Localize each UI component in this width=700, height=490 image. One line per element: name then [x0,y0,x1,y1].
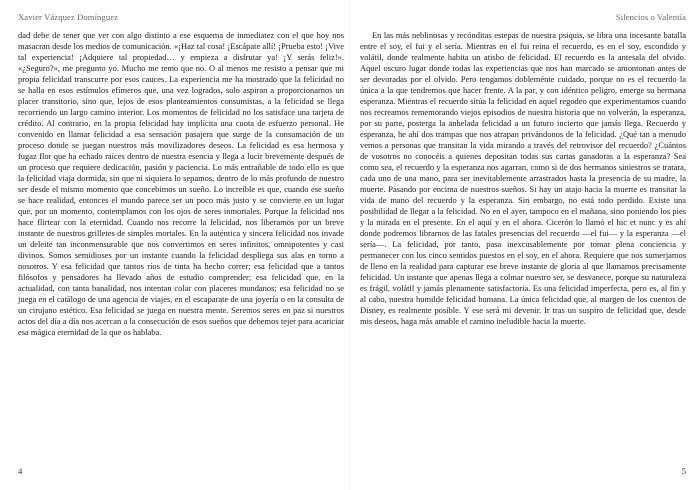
paragraph: dad debe de tener que ver con algo distinto a ese esquema de inmediatez con el que hoy nos masacran desde los medios de comunicación. «¡Haz tal cosa! ¡Escápate allí! ¡Prueba esto! ¡Vive tal experiencia! ¡Adquiere tal propiedad… y empieza a disfrutar ya! ¡Y serás feliz!». «¿Seguro?», me pregunto yo. Mucho me temo que no. O al menos me resisto a pensar que mi propia felicidad transcurre por esos cauces. La experiencia me ha mostrado que la felicidad no se halla en esos estímulos efímeros que, una vez logrados, solo aspiran a proporcionarnos un placer transitorio, sino que, lejos de esos planteamientos consumistas, a la felicidad se llega recorriendo un largo camino interior. Los momentos de felicidad no los satisface una tarjeta de crédito. Al contrario, en la propia felicidad hay implícita una cuota de esfuerzo personal. He convenido en llamar felicidad a esa sensación pasajera que surge de la consumación de un proceso donde se juegan nuestros más movilizadores deseos. La felicidad es esa hermosa y fugaz flor que ha echado raíces dentro de nuestra esencia y llega a lucir brevemente después de un proceso que requiere dedicación, pasión y paciencia. Lo más entrañable de todo ello es que la felicidad viaja dormida, sin que ni siquiera lo sepamos, dentro de lo más profundo de nuestro ser desde el mismo momento que concebimos un sueño. Lo increíble es que, cuando ese sueño se hace realidad, entonces el mundo parece ser un poco más justo y se convierte en un lugar que, por un momento, contemplamos con los ojos de seres inmortales. Porque la felicidad nos hace flirtear con la eternidad. Cuando nos recorre la felicidad, nos liberamos por un breve instante de nuestros grilletes de simples mortales. En la auténtica y sincera felicidad nos invade un deleite tan inconmensurable que nos convertimos en seres infinitos, omnipotentes y casi divinos. Somos semidioses por un instante cuando la felicidad despliega sus alas en torno a nosotros. Y esa felicidad que tantos ríos de tinta ha hecho correr; esa felicidad que a tantos filósofos y pensadores ha llevado años de estudio comprender; esa felicidad que, en la actualidad, con tanta banalidad, nos intentan colar con placeres mundanos; esa felicidad no se juega en el catálogo de una agencia de viajes, en el escaparate de una joyería o en la consulta de un cirujano estético. Esa felicidad se juega en nuestra mente. Seremos seres en paz si nuestros actos del día a día nos acercan a la consecución de esos sueños que debemos tejer para acariciar esa mágica eternidad de la que os hablaba. [18,30,344,338]
right-page-body [360,30,686,327]
page-number: 5 [681,466,686,476]
left-page-body [18,30,344,338]
running-head-author: Xavier Vázquez Domínguez [18,12,119,22]
paragraph: En las más neblinosas y recónditas estepas de nuestra psiquis, se libra una incesante batalla entre el soy, el fui y el sería. Mientras en el fui reina el recuerdo, es en el soy, escondido y volátil, donde realmente habita un atisbo de felicidad. El recuerdo es la antesala del olvido. Aquel oscuro lugar donde todas las experiencias que nos han marcado se amontonan antes de ser devoradas por el olvido. Pero tengamos dobleménte cuidado, porque no es el recuerdo la única a la que tendremos que hacer frente. A la par, y con idéntico peligro, emerge su hermana esperanza. Mientras el recuerdo sitúa la felicidad en aquel regodeo que experimentamos cuando nos recreamos rememorando viejos episodios de nuestra historia que no volverán, la esperanza, por su parte, posterga la anhelada felicidad a un futuro incierto que jamás llega. Recuerdo y esperanza, he ahí dos trampas que nos atrapan privándonos de la felicidad. ¿Qué tan a menudo vemos a personas que transitan la vida mirando a través del retrovisor del recuerdo? ¿Cuántos de vosotros no conocéis a quienes depositan todas sus cartas ganadoras a la esperanza? Sea como sea, el recuerdo y la esperanza nos agarran, como si de dos hermanos siniestros se tratara, cada uno de una mano, para ser inevitablemente arrastrados hasta la presencia de su madre, la muerte. Pasando por encima de nuestros sueños. Si hay un atajo hacia la muerte es transitar la vida de mano del recuerdo y la esperanza. Sin embargo, no está todo perdido. Existe una posibilidad de llegar a la felicidad. No en el ayer, tampoco en el mañana, sino poniendo los pies y la mirada en el presente. En el aquí y en el ahora. Cicerón lo llamó el hic et nunc y es ahí donde podremos librarnos de las fatales presencias del recuerdo —el fui— y la esperanza —el sería—. La felicidad, por tanto, pasa inexcusablemente por tomar plena conciencia y permanecer con los cinco sentidos puestos en el soy, en el ahora. Requiere que nos sumerjamos de lleno en la realidad para capturar ese breve instante de gloria al que llamamos precisamente felicidad. Un instante que apenas llega a colmar nuestro ser, se desvanece, porque su naturaleza es frágil, volátil y jamás plenamente satisfactoria. Es una felicidad imperfecta, pero es, al fin y al cabo, nuestra humilde felicidad humana. La única felicidad que, al margen de los cuentos de Disney, es realmente posible. Y ese será mi devenir. Ir tras un suspiro de felicidad que, desde mis deseos, haga más amable el camino ineludible hacia la muerte. [360,30,686,327]
right-page [356,0,690,490]
running-head-title: Silencios o Valentía [615,12,686,22]
book-gutter [349,0,351,490]
page-number: 4 [18,466,23,476]
left-page [14,0,348,490]
